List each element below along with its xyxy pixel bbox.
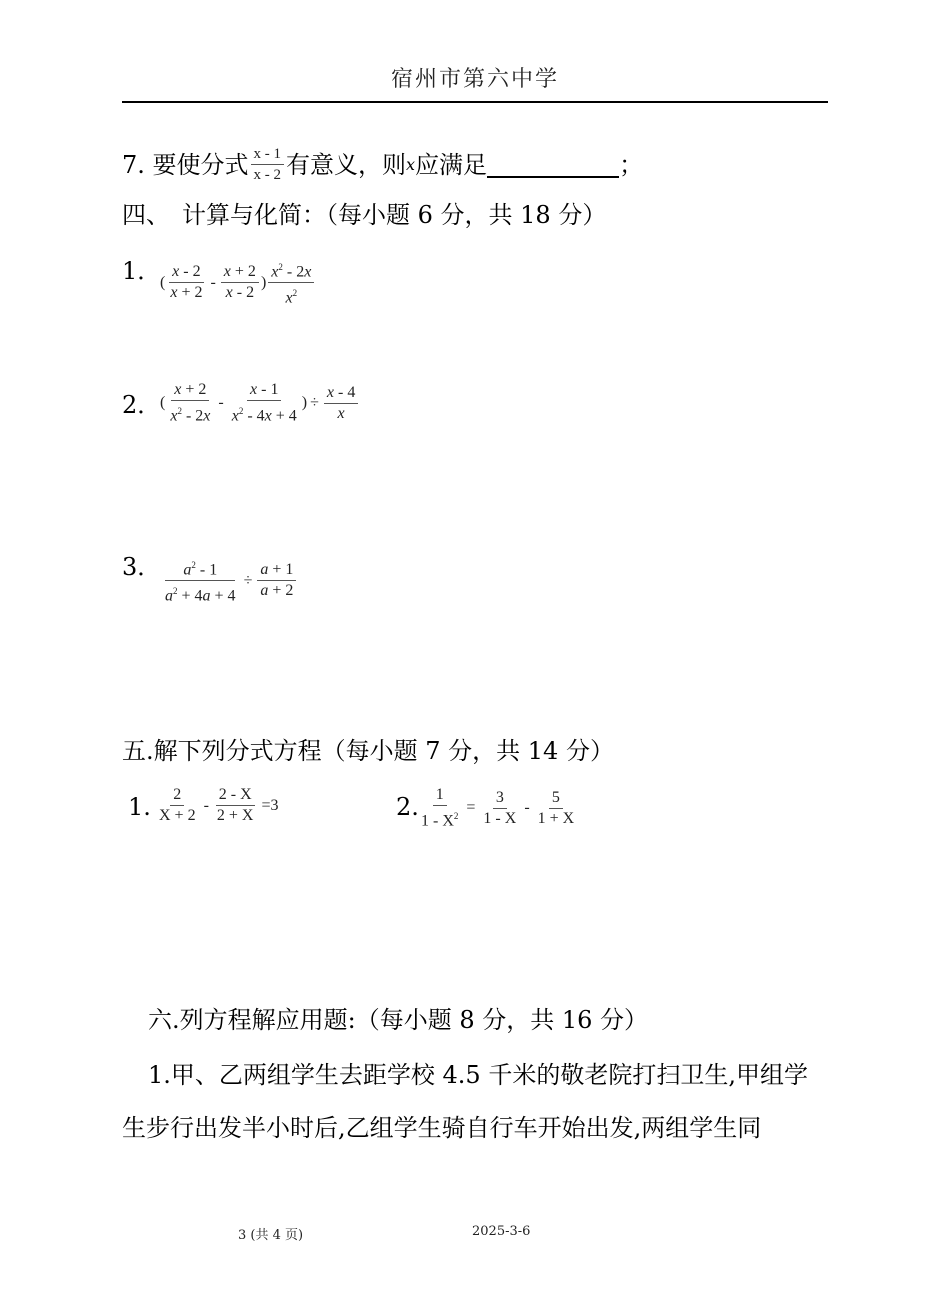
s4-problem-1-label: 1． xyxy=(122,257,162,285)
page-number: 3 (共 4 页) xyxy=(238,1228,304,1243)
q7-numerator: x - 1 xyxy=(251,144,285,165)
s4-problem-2-expression: ( $\frac{x + 2}{x^2 - 2x}$ - $\frac{x - 1}{x^2 - 4x + 4}$ ) ÷ $\frac{x - 4}{x}$ xyxy=(160,380,360,426)
q7-prefix: 7. 要使分式 xyxy=(122,150,249,179)
school-name: 宿州市第六中学 xyxy=(390,67,559,92)
print-date: 2025-3-6 xyxy=(472,1224,531,1239)
s6-problem-1-line-1: 1.甲、乙两组学生去距学校 4.5 千米的敬老院打扫卫生,甲组学 xyxy=(148,1061,808,1089)
s5-problem-1-equation: $\frac{2}{X + 2}$ - $\frac{2 - X}{2 + X}$ =3 xyxy=(159,786,279,824)
q7-end: ； xyxy=(619,150,644,179)
q7-mid: 有意义，则 xyxy=(286,150,407,179)
q7-denominator: x - 2 xyxy=(253,167,282,183)
s4-problem-2-label: 2． xyxy=(122,391,162,419)
section-5-heading: 五.解下列分式方程（每小题 7 分，共 14 分） xyxy=(122,737,614,765)
s4-problem-3-label: 3． xyxy=(122,553,162,581)
q7-answer-blank[interactable] xyxy=(487,152,619,178)
section-4-heading: 四、 计算与化简：（每小题 6 分，共 18 分） xyxy=(122,201,607,229)
s6-problem-1-line-2: 生步行出发半小时后,乙组学生骑自行车开始出发,两组学生同 xyxy=(122,1114,762,1142)
s4-problem-1-expression: ( $\frac{x - 2}{x + 2}$ - $\frac{x + 2}{x - 2}$ ) $\frac{x^2 - 2x}{x^2}$ xyxy=(160,257,316,309)
q7-fraction xyxy=(249,144,287,185)
q7-variable: x xyxy=(406,154,416,174)
q7-suffix: 应满足 xyxy=(415,150,488,179)
s4-problem-3-expression: $\frac{a^2 - 1}{a^2 + 4a + 4}$ ÷ $\frac{a + 1}{a + 2}$ xyxy=(160,555,298,607)
section-6-heading: 六.列方程解应用题:（每小题 8 分，共 16 分） xyxy=(148,1006,649,1034)
s5-problem-1-label: 1. xyxy=(128,793,151,821)
header-divider xyxy=(122,101,828,103)
question-7 xyxy=(122,144,643,185)
s5-problem-2-label: 2. xyxy=(396,793,419,821)
s5-problem-2-equation: $\frac{1}{1 - X^2}$ = $\frac{3}{1 - X}$ - $\frac{5}{1 + X}$ xyxy=(421,786,575,830)
